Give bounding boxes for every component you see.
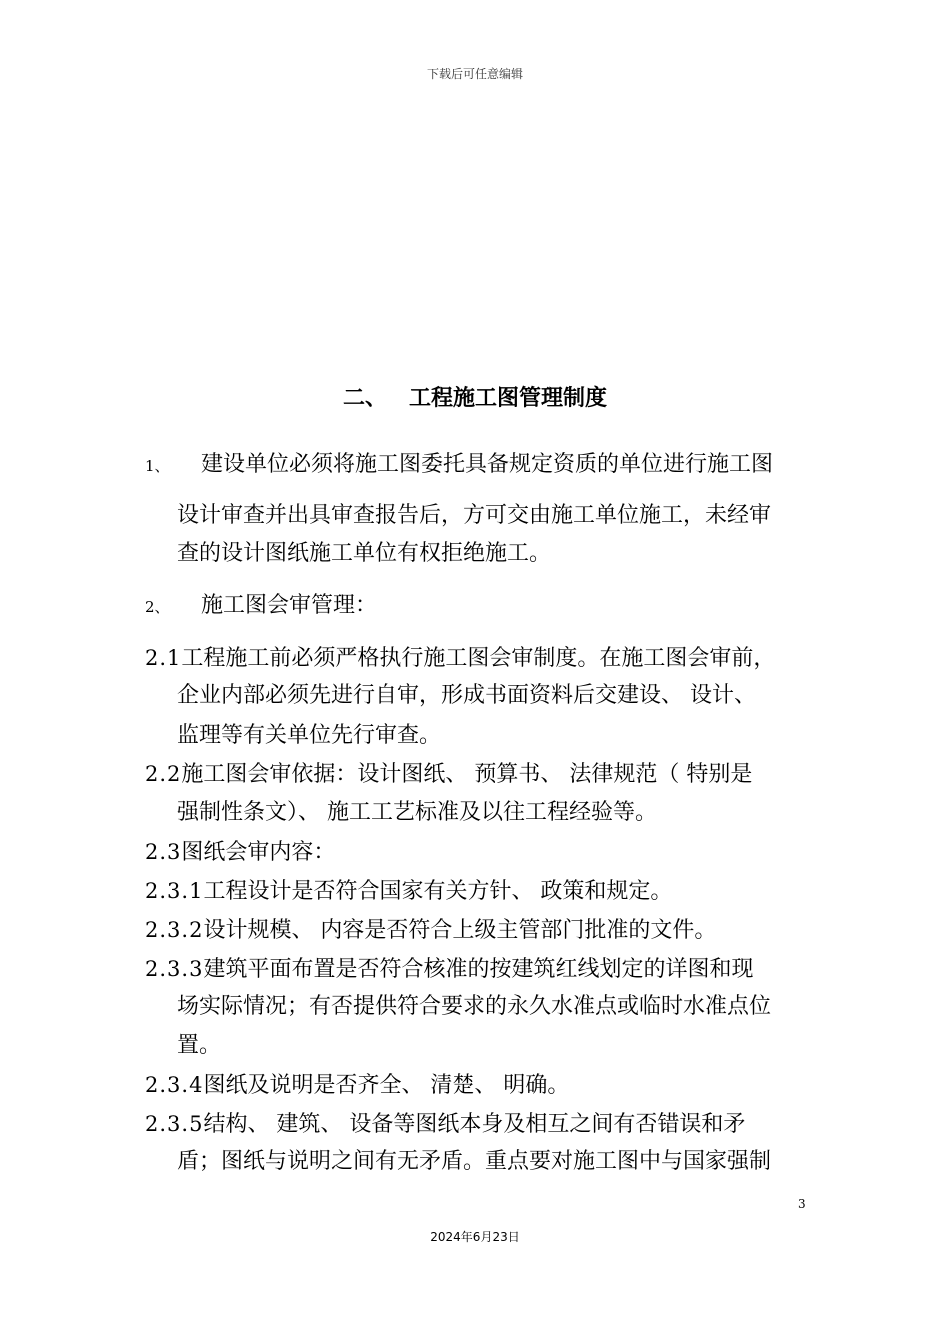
clause-2-3-number: 2.3 (145, 840, 182, 864)
page-footer-date: 2024年6月23日 (430, 1230, 520, 1244)
page-number: 3 (798, 1197, 806, 1211)
clause-2-3-text: 图纸会审内容： (181, 840, 336, 865)
clause-2-3-5-line-2: 盾；图纸与说明之间有无矛盾。重点要对施工图中与国家强制 (177, 1149, 772, 1174)
clause-2-3-3-line-3: 置。 (177, 1033, 222, 1058)
clause-2-3-3-line-2: 场实际情况；有否提供符合要求的永久水准点或临时水准点位 (177, 994, 772, 1019)
paragraph-1-line-2: 设计审查并出具审查报告后，方可交由施工单位施工，未经审 (177, 503, 772, 528)
clause-2-2-line-2: 强制性条文）、 施工工艺标准及以往工程经验等。 (177, 800, 657, 825)
clause-2-3-5-number: 2.3.5 (145, 1112, 204, 1136)
clause-2-3-2-number: 2.3.2 (145, 918, 204, 942)
clause-2-3-5-text: 结构、 建筑、 设备等图纸本身及相互之间有否错误和矛 (203, 1112, 746, 1137)
clause-2-3-1-number: 2.3.1 (145, 879, 204, 903)
clause-2-1-line-2: 企业内部必须先进行自审，形成书面资料后交建设、 设计、 (177, 683, 756, 708)
clause-2-2-text: 施工图会审依据：设计图纸、 预算书、 法律规范（ 特别是 (181, 762, 753, 787)
clause-2-3-4-line-1 (145, 1068, 569, 1102)
paragraph-1-line-1 (145, 448, 773, 482)
paragraph-1-line-3: 查的设计图纸施工单位有权拒绝施工。 (177, 541, 552, 566)
paragraph-2-line-1 (145, 589, 377, 623)
page-header: 下载后可任意编辑 (426, 67, 523, 81)
clause-2-1-line-3: 监理等有关单位先行审查。 (177, 723, 442, 748)
clause-2-3-2-line-1 (145, 913, 716, 947)
clause-2-3-5-line-1 (145, 1107, 745, 1141)
paragraph-1-number: 1、 (145, 457, 170, 475)
section-title (0, 384, 950, 414)
clause-2-3-1-text: 工程设计是否符合国家有关方针、 政策和规定。 (203, 879, 673, 904)
section-title-number: 二、 (342, 386, 387, 411)
clause-2-3-2-text: 设计规模、 内容是否符合上级主管部门批准的文件。 (203, 918, 717, 943)
clause-2-3-line-1 (145, 835, 335, 869)
clause-2-2-line-1 (145, 757, 752, 791)
clause-2-1-text: 工程施工前必须严格执行施工图会审制度。在施工图会审前， (181, 646, 776, 671)
clause-2-1-number: 2.1 (145, 646, 182, 670)
clause-2-3-4-text: 图纸及说明是否齐全、 清楚、 明确。 (203, 1073, 570, 1098)
clause-2-3-3-line-1 (145, 952, 753, 986)
clause-2-3-3-number: 2.3.3 (145, 957, 204, 981)
clause-2-2-number: 2.2 (145, 762, 182, 786)
clause-2-3-3-text: 建筑平面布置是否符合核准的按建筑红线划定的详图和现 (203, 957, 754, 982)
section-title-text: 工程施工图管理制度 (409, 386, 608, 411)
paragraph-2-number: 2、 (145, 598, 170, 616)
clause-2-3-1-line-1 (145, 874, 672, 908)
clause-2-3-4-number: 2.3.4 (145, 1073, 204, 1097)
paragraph-2-text: 施工图会审管理： (201, 593, 378, 618)
paragraph-1-text: 建设单位必须将施工图委托具备规定资质的单位进行施工图 (201, 452, 774, 477)
clause-2-1-line-1 (145, 641, 775, 675)
